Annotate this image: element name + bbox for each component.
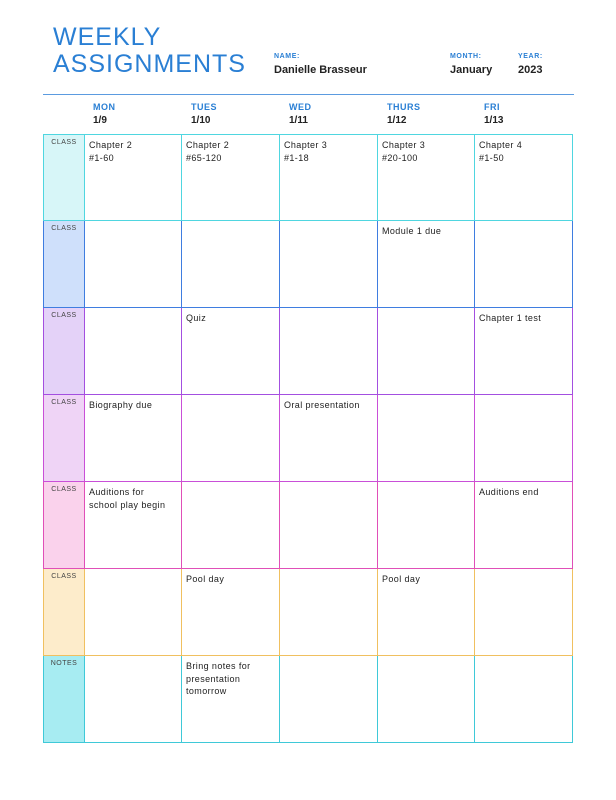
assignment-cell-mon[interactable]: Chapter 2 #1-60 [85,134,182,221]
assignment-cell-fri[interactable] [475,569,573,656]
assignment-cell-fri[interactable] [475,221,573,308]
day-date[interactable]: 1/11 [289,115,308,126]
assignment-cell-fri[interactable] [475,395,573,482]
title-line-weekly: WEEKLY [53,23,162,51]
class-row-label: CLASS [43,308,85,395]
class-row-label: CLASS [43,569,85,656]
assignment-cell-wed[interactable] [280,569,378,656]
day-name: THURS [387,102,421,112]
assignment-cell-fri[interactable]: Chapter 4 #1-50 [475,134,573,221]
assignment-cell-tues[interactable] [182,482,280,569]
day-name: MON [93,102,116,112]
assignment-cell-wed[interactable] [280,221,378,308]
assignment-cell-tues[interactable] [182,395,280,482]
assignment-cell-thurs[interactable] [378,656,475,743]
header-divider [43,94,574,95]
assignment-cell-wed[interactable] [280,308,378,395]
assignment-cell-mon[interactable] [85,569,182,656]
class-row-label: CLASS [43,134,85,221]
assignment-cell-thurs[interactable]: Chapter 3 #20-100 [378,134,475,221]
assignment-cell-mon[interactable]: Biography due [85,395,182,482]
assignment-cell-thurs[interactable] [378,308,475,395]
day-name: WED [289,102,312,112]
assignment-cell-mon[interactable]: Auditions for school play begin [85,482,182,569]
assignment-cell-thurs[interactable] [378,395,475,482]
name-label: NAME: [274,53,300,60]
day-header-thurs [387,102,477,126]
page-title [53,24,246,78]
assignment-cell-tues[interactable]: Bring notes for presentation tomorrow [182,656,280,743]
assignment-cell-wed[interactable]: Oral presentation [280,395,378,482]
assignment-cell-thurs[interactable]: Pool day [378,569,475,656]
day-name: FRI [484,102,500,112]
assignment-cell-wed[interactable]: Chapter 3 #1-18 [280,134,378,221]
day-date[interactable]: 1/10 [191,115,211,126]
name-value[interactable]: Danielle Brasseur [274,64,367,76]
assignment-cell-thurs[interactable]: Module 1 due [378,221,475,308]
month-label: MONTH: [450,53,482,60]
class-row-label: CLASS [43,395,85,482]
assignment-cell-mon[interactable] [85,308,182,395]
assignment-cell-thurs[interactable] [378,482,475,569]
assignment-cell-tues[interactable]: Quiz [182,308,280,395]
year-label: YEAR: [518,53,543,60]
assignment-cell-wed[interactable] [280,482,378,569]
assignment-cell-fri[interactable]: Auditions end [475,482,573,569]
year-value[interactable]: 2023 [518,64,543,76]
day-date[interactable]: 1/13 [484,115,504,126]
assignment-cell-fri[interactable]: Chapter 1 test [475,308,573,395]
month-value[interactable]: January [450,64,493,76]
day-name: TUES [191,102,218,112]
notes-row-label: NOTES [43,656,85,743]
title-line-assignments: ASSIGNMENTS [53,50,246,78]
class-row-label: CLASS [43,221,85,308]
day-header-fri [484,102,574,126]
assignment-grid [43,134,573,743]
class-row-label: CLASS [43,482,85,569]
assignment-cell-tues[interactable]: Chapter 2 #65-120 [182,134,280,221]
day-header-mon [93,102,183,126]
day-date[interactable]: 1/12 [387,115,407,126]
assignment-cell-mon[interactable] [85,656,182,743]
day-date[interactable]: 1/9 [93,115,107,126]
assignment-cell-fri[interactable] [475,656,573,743]
assignment-cell-tues[interactable] [182,221,280,308]
day-header-tues [191,102,281,126]
day-header-wed [289,102,379,126]
assignment-cell-tues[interactable]: Pool day [182,569,280,656]
assignment-cell-mon[interactable] [85,221,182,308]
assignment-cell-wed[interactable] [280,656,378,743]
